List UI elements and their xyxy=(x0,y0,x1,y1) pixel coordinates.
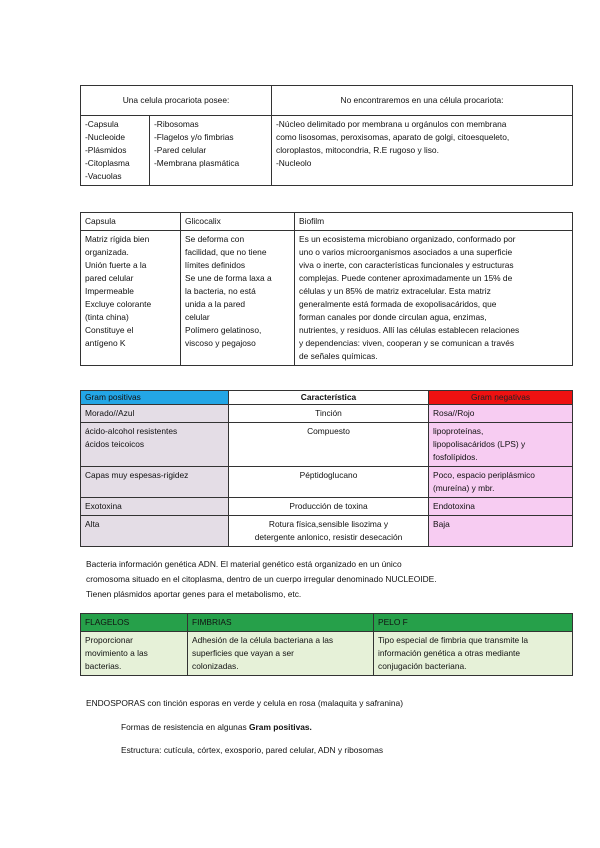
header-fimbrias: FIMBRIAS xyxy=(188,614,374,632)
header-glicocalix: Glicocalix xyxy=(181,213,295,231)
paragraph-line: cromosoma situado en el citoplasma, dentro de un cuerpo irregular denominado NUCLEOIDE. xyxy=(86,574,437,584)
characteristic-cell xyxy=(229,423,429,467)
paragraph-line: Bacteria información genética ADN. El material genético está organizado en un único xyxy=(86,559,402,569)
text-line: -Membrana plasmática xyxy=(154,158,240,168)
table-row xyxy=(81,423,573,467)
header-biofilm: Biofilm xyxy=(295,213,573,231)
text-line: complejas. Puede contener aproximadamente un 15% de xyxy=(299,273,513,283)
table-row xyxy=(81,467,573,498)
text-line: Es un ecosistema microbiano organizado, conformado por xyxy=(299,234,516,244)
gram-negative-cell xyxy=(429,498,573,516)
text-line: y dependencias: viven, cooperan y se comunican a través xyxy=(299,338,515,348)
characteristic-cell xyxy=(229,467,429,498)
pelo-f-description xyxy=(374,632,573,676)
text-line: nutrientes, y residuos. Allí las células establecen relaciones xyxy=(299,325,520,335)
text-line: pared celular xyxy=(85,273,134,283)
endosporas-line: ENDOSPORAS con tinción esporas en verde y celula en rosa (malaquita y safranina) xyxy=(86,698,404,708)
text-line: Tipo especial de fimbria que transmite la xyxy=(378,635,529,645)
table-row xyxy=(81,516,573,547)
has-list-col2 xyxy=(150,116,272,186)
flagelos-description xyxy=(81,632,188,676)
characteristic-cell xyxy=(229,498,429,516)
text-line: Tinción xyxy=(315,408,342,418)
text-line: Constituye el xyxy=(85,325,134,335)
text-line: cloroplastos, mitocondria, R.E rugoso y liso. xyxy=(276,145,439,155)
text-line: ácido-alcohol resistentes xyxy=(85,426,178,436)
text-line: -Capsula xyxy=(85,119,119,129)
glicocalix-description xyxy=(181,231,295,366)
text-line: -Nucleoide xyxy=(85,132,126,142)
resistance-line xyxy=(121,720,312,735)
text-line: Excluye colorante xyxy=(85,299,152,309)
text-line: celular xyxy=(185,312,210,322)
text-line: células y un 85% de matriz extracelular. Esta matriz xyxy=(299,286,491,296)
text-line: generalmente está formada de exopolisacáridos, que xyxy=(299,299,497,309)
text-line: Unión fuerte a la xyxy=(85,260,147,270)
text-line: (tinta china) xyxy=(85,312,129,322)
text-line: la bacteria, no está xyxy=(185,286,256,296)
gram-negative-cell xyxy=(429,405,573,423)
gram-negative-cell xyxy=(429,516,573,547)
text-line: lipopolisacáridos (LPS) y xyxy=(433,439,526,449)
text-line: Alta xyxy=(85,519,100,529)
text-line: Endotoxina xyxy=(433,501,475,511)
text-line: Matriz rígida bien xyxy=(85,234,150,244)
text-line: lipoproteínas, xyxy=(433,426,484,436)
characteristic-cell xyxy=(229,405,429,423)
text-line: -Vacuolas xyxy=(85,171,122,181)
text-line: -Núcleo delimitado por membrana u orgánulos con membrana xyxy=(276,119,507,129)
paragraph-line: Tienen plásmidos aportar genes para el metabolismo, etc. xyxy=(86,589,302,599)
text-line: Adhesión de la célula bacteriana a las xyxy=(192,635,334,645)
table-gram-comparison xyxy=(80,390,573,547)
text-line: forman canales por donde circulan agua, enzimas, xyxy=(299,312,487,322)
text-line: Péptidoglucano xyxy=(299,470,358,480)
text-line: de señales químicas. xyxy=(299,351,378,361)
capsula-description xyxy=(81,231,181,366)
text-line: Rosa//Rojo xyxy=(433,408,475,418)
text-line: unida a la pared xyxy=(185,299,246,309)
table-appendages xyxy=(80,613,573,676)
text-line: Se deforma con xyxy=(185,234,245,244)
text-line: Exotoxina xyxy=(85,501,122,511)
text-line: viva o inerte, con características funcionales y estructuras xyxy=(299,260,514,270)
text-line: Morado//Azul xyxy=(85,408,135,418)
text-line: -Ribosomas xyxy=(154,119,199,129)
gram-negative-cell xyxy=(429,423,573,467)
text-line: como lisosomas, peroxisomas, aparato de golgi, citoesqueleto, xyxy=(276,132,510,142)
text-line: ácidos teicoicos xyxy=(85,439,145,449)
text-line: Impermeable xyxy=(85,286,134,296)
gram-negative-cell xyxy=(429,467,573,498)
has-list-col1 xyxy=(81,116,150,186)
table-row xyxy=(81,498,573,516)
text-line: Proporcionar xyxy=(85,635,133,645)
text-line: detergente anlonico, resistir desecación xyxy=(254,532,403,542)
header-flagelos: FLAGELOS xyxy=(81,614,188,632)
text-line: facilidad, que no tiene xyxy=(185,247,267,257)
structure-line: Estructura: cutícula, córtex, exosporio, pared celular, ADN y ribosomas xyxy=(121,745,384,755)
fimbrias-description xyxy=(188,632,374,676)
text-line: -Pared celular xyxy=(154,145,207,155)
characteristic-cell xyxy=(229,516,429,547)
table-capsule-glycocalyx-biofilm xyxy=(80,212,573,366)
text-line: Compuesto xyxy=(307,426,350,436)
not-found-list xyxy=(272,116,573,186)
gram-positive-cell xyxy=(81,405,229,423)
text-line: viscoso y pegajoso xyxy=(185,338,256,348)
header-caracteristica: Característica xyxy=(229,391,429,405)
header-capsula: Capsula xyxy=(81,213,181,231)
text-line: organizada. xyxy=(85,247,129,257)
text-line: Polímero gelatinoso, xyxy=(185,325,262,335)
text-line: uno o varios microorganismos asociados a una superficie xyxy=(299,247,513,257)
text-line: fosfolípidos. xyxy=(433,452,478,462)
table-row xyxy=(81,405,573,423)
text-line: Capas muy espesas-rigidez xyxy=(85,470,189,480)
biofilm-description xyxy=(295,231,573,366)
text-line: -Plásmidos xyxy=(85,145,127,155)
text-line: información genética a otras mediante xyxy=(378,648,520,658)
text-line: (mureína) y mbr. xyxy=(433,483,495,493)
text-line: bacterias. xyxy=(85,661,122,671)
resistance-bold: Gram positivas. xyxy=(249,722,312,732)
text-line: colonizadas. xyxy=(192,661,239,671)
header-has: Una celula procariota posee: xyxy=(81,86,272,116)
text-line: -Flagelos y/o fimbrias xyxy=(154,132,234,142)
text-line: -Nucleolo xyxy=(276,158,312,168)
text-line: límites definidos xyxy=(185,260,246,270)
text-line: conjugación bacteriana. xyxy=(378,661,467,671)
header-not-found: No encontraremos en una célula procariota: xyxy=(272,86,573,116)
gram-positive-cell xyxy=(81,516,229,547)
text-line: Baja xyxy=(433,519,450,529)
table-prokaryote-features xyxy=(80,85,573,186)
text-line: movimiento a las xyxy=(85,648,148,658)
text-line: Poco, espacio periplásmico xyxy=(433,470,535,480)
text-line: Producción de toxina xyxy=(289,501,368,511)
resistance-prefix: Formas de resistencia en algunas xyxy=(121,722,250,732)
header-gram-negativas: Gram negativas xyxy=(429,391,573,405)
text-line: -Citoplasma xyxy=(85,158,130,168)
text-line: antígeno K xyxy=(85,338,126,348)
header-pelo-f: PELO F xyxy=(374,614,573,632)
genetic-info-paragraph xyxy=(86,557,437,602)
header-gram-positivas: Gram positivas xyxy=(81,391,229,405)
text-line: Se une de forma laxa a xyxy=(185,273,272,283)
text-line: Rotura física,sensible lisozima y xyxy=(268,519,389,529)
gram-positive-cell xyxy=(81,498,229,516)
text-line: superficies que vayan a ser xyxy=(192,648,294,658)
gram-positive-cell xyxy=(81,423,229,467)
gram-positive-cell xyxy=(81,467,229,498)
